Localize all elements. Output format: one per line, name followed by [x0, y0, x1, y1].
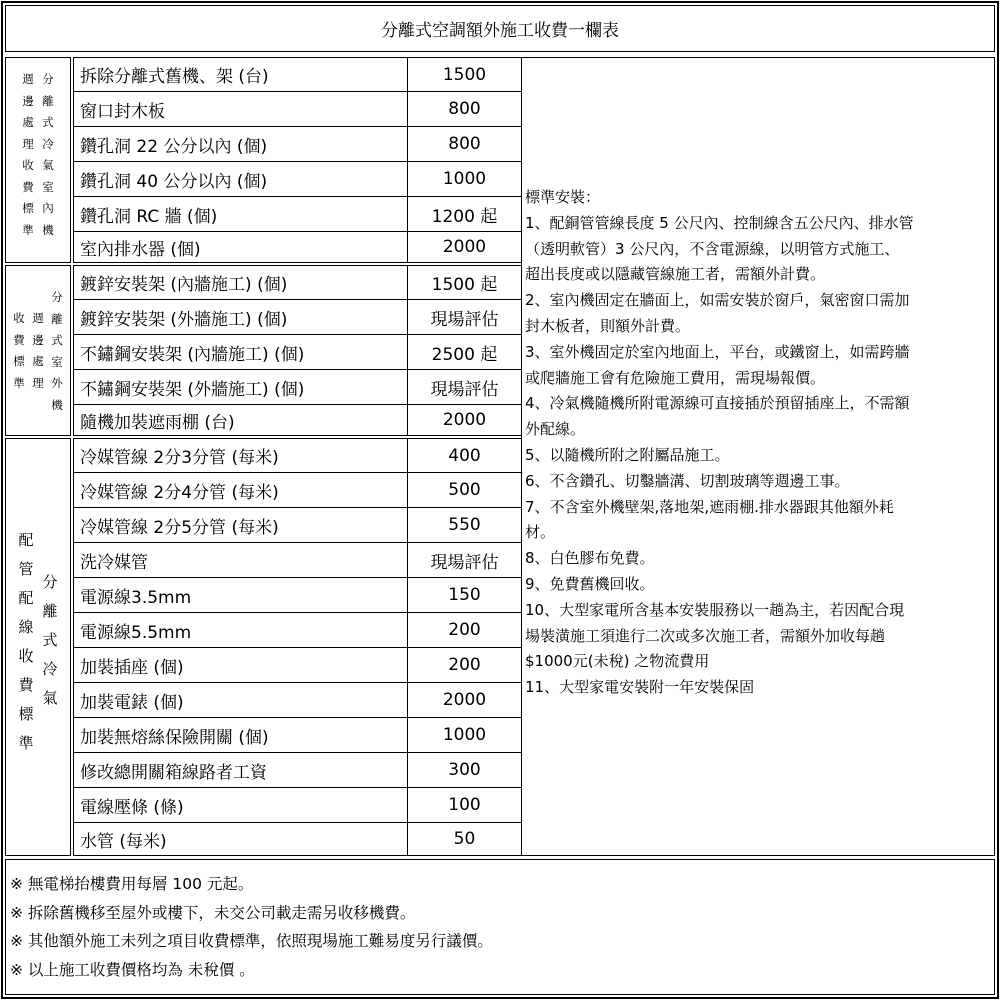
table-row-price: 500: [407, 472, 522, 508]
table-row-item: 鍍鋅安裝架 (內牆施工) (個): [73, 265, 408, 300]
table-row-item: 鑽孔洞 22 公分以內 (個): [73, 126, 408, 162]
table-row-price: 150: [407, 577, 522, 613]
table-row-item: 鑽孔洞 40 公分以內 (個): [73, 161, 408, 197]
footer-remarks: [5, 859, 995, 995]
table-row-item: 洗冷媒管: [73, 542, 408, 578]
installation-notes: [525, 185, 995, 701]
table-row-item: 隨機加裝遮雨棚 (台): [73, 404, 408, 436]
table-row-price: 1500 起: [407, 265, 522, 300]
group-label-indoor-col-1: 週 邊 處 理 收 費 標 準: [22, 72, 34, 237]
table-row-price: 1200 起: [407, 196, 522, 232]
footer-remark: ※ 其他額外施工未列之項目收費標準，依照現場施工難易度另行議價。: [10, 932, 493, 950]
note-line: 2、室內機固定在牆面上，如需安裝於窗戶，氣密窗口需加: [525, 291, 910, 310]
table-row-item: 鍍鋅安裝架 (外牆施工) (個): [73, 299, 408, 335]
note-line: 場裝潢施工須進行二次或多次施工者，需額外加收每趟: [525, 626, 886, 645]
table-row-item: 修改總開關箱線路者工資: [73, 752, 408, 788]
table-row-price: 現場評估: [407, 369, 522, 405]
table-row-item: 鑽孔洞 RC 牆 (個): [73, 196, 408, 232]
group-label-outdoor-col-3: 分 離 式 室 外 機: [51, 290, 63, 412]
installation-notes-panel: [521, 57, 995, 856]
table-row-price: 400: [407, 438, 522, 473]
group-label-outdoor: [5, 265, 71, 436]
note-line: $1000元(未稅) 之物流費用: [525, 652, 710, 671]
table-row-item: 不鏽鋼安裝架 (內牆施工) (個): [73, 334, 408, 370]
footer-remark: ※ 拆除舊機移至屋外或樓下，未交公司載走需另收移機費。: [10, 903, 416, 922]
table-row-item: 水管 (每米): [73, 822, 408, 856]
page-title: 分離式空調額外施工收費一欄表: [5, 5, 995, 52]
note-line: 材。: [525, 523, 556, 542]
table-row-item: 加裝電錶 (個): [73, 682, 408, 718]
table-row-price: 1500: [407, 57, 522, 92]
notes-heading: 標準安裝：: [525, 188, 601, 206]
table-row-price: 2000: [407, 231, 522, 263]
table-row-price: 2000: [407, 404, 522, 436]
note-line: 6、不含鑽孔、切鑿牆溝、切割玻璃等週邊工事。: [525, 471, 850, 490]
note-line: 4、冷氣機隨機所附電源線可直接插於預留插座上，不需額: [525, 394, 910, 413]
footer-remark: ※ 無電梯抬樓費用每層 100 元起。: [10, 875, 254, 893]
group-label-piping-col-1: 配 管 配 線 收 費 標 準: [18, 531, 34, 752]
table-row-price: 200: [407, 612, 522, 648]
note-line: 1、配銅管管線長度 5 公尺內、控制線含五公尺內、排水管: [525, 213, 914, 232]
table-row-price: 現場評估: [407, 542, 522, 578]
group-label-piping: [5, 438, 71, 856]
table-row-item: 冷媒管線 2分4分管 (每米): [73, 472, 408, 508]
note-line: 封木板者，則額外計費。: [525, 316, 691, 335]
table-row-price: 2000: [407, 682, 522, 718]
table-row-item: 電源線3.5mm: [73, 577, 408, 613]
table-row-price: 100: [407, 787, 522, 823]
note-line: 8、白色膠布免費。: [525, 549, 655, 568]
table-row-item: 電源線5.5mm: [73, 612, 408, 648]
table-row-item: 電線壓條 (條): [73, 787, 408, 823]
group-label-outdoor-col-1: 收 費 標 準: [13, 311, 25, 390]
table-row-price: 550: [407, 507, 522, 543]
note-line: 11、大型家電安裝附一年安裝保固: [525, 678, 755, 697]
table-row-item: 冷媒管線 2分5分管 (每米): [73, 507, 408, 543]
note-line: 5、以隨機所附之附屬品施工。: [525, 445, 730, 464]
table-row-item: 加裝無熔絲保險開關 (個): [73, 717, 408, 753]
table-row-price: 800: [407, 126, 522, 162]
table-row-item: 不鏽鋼安裝架 (外牆施工) (個): [73, 369, 408, 405]
table-row-price: 1000: [407, 717, 522, 753]
note-line: 10、大型家電所含基本安裝服務以一趟為主，若因配合現: [525, 600, 905, 619]
note-line: 外配線。: [525, 420, 586, 439]
note-line: 3、室外機固定於室內地面上，平台，或鐵窗上，如需跨牆: [525, 342, 910, 361]
table-row-item: 窗口封木板: [73, 91, 408, 127]
table-row-item: 拆除分離式舊機、架 (台): [73, 57, 408, 92]
group-label-outdoor-col-2: 週 邊 處 理: [32, 311, 44, 390]
table-row-price: 2500 起: [407, 334, 522, 370]
note-line: 超出長度或以隱藏管線施工者，需額外計費。: [525, 265, 826, 284]
table-row-price: 200: [407, 647, 522, 683]
table-row-price: 50: [407, 822, 522, 856]
table-row-price: 800: [407, 91, 522, 127]
table-row-item: 冷媒管線 2分3分管 (每米): [73, 438, 408, 473]
table-row-item: 室內排水器 (個): [73, 231, 408, 263]
note-line: 或爬牆施工會有危險施工費用，需現場報價。: [525, 368, 826, 387]
table-row-price: 300: [407, 752, 522, 788]
table-row-item: 加裝插座 (個): [73, 647, 408, 683]
group-label-indoor-col-2: 分 離 式 冷 氣 室 內 機: [42, 72, 54, 237]
note-line: （透明軟管）3 公尺內，不含電源線，以明管方式施工、: [525, 239, 900, 258]
table-row-price: 1000: [407, 161, 522, 197]
table-row-price: 現場評估: [407, 299, 522, 335]
note-line: 7、不含室外機壁架,落地架,遮雨棚.排水器跟其他額外耗: [525, 497, 894, 516]
group-label-indoor: [5, 57, 71, 263]
footer-remark: ※ 以上施工收費價格均為 未稅價 。: [10, 960, 255, 979]
note-line: 9、免費舊機回收。: [525, 574, 655, 593]
group-label-piping-col-2: 分 離 式 冷 氣: [42, 573, 58, 707]
